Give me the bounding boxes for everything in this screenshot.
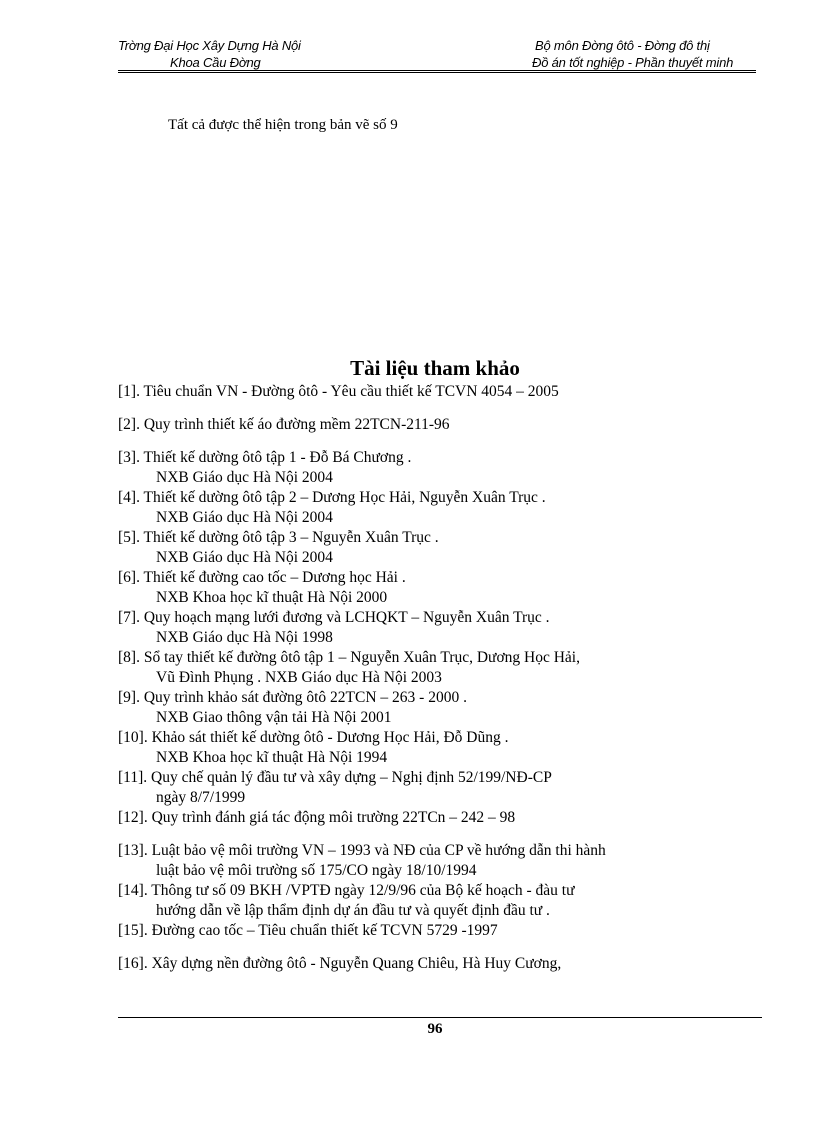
reference-item (118, 808, 758, 828)
header-rule (118, 70, 756, 71)
reference-item (118, 382, 758, 402)
reference-line: [15]. Đường cao tốc – Tiêu chuẩn thiết kế TCVN 5729 -1997 (118, 922, 498, 939)
reference-continuation-line: hướng dẫn về lập thẩm định dự án đầu tư và quyết định đầu tư . (156, 902, 550, 919)
header-university: Trờng Đại Học Xây Dựng Hà Nội (118, 38, 301, 53)
reference-line: [14]. Thông tư số 09 BKH /VPTĐ ngày 12/9/96 của Bộ kế hoạch - đàu tư (118, 882, 575, 899)
reference-item (118, 528, 758, 568)
reference-item (118, 648, 758, 688)
reference-continuation-line: luật bảo vệ môi trường số 175/CO ngày 18/10/1994 (156, 862, 477, 879)
reference-continuation-line: NXB Giáo dục Hà Nội 2004 (156, 469, 333, 486)
reference-item (118, 688, 758, 728)
reference-item (118, 415, 758, 435)
header-department: Bộ môn Đờng ôtô - Đờng đô thị (535, 38, 710, 53)
reference-line: [6]. Thiết kế đường cao tốc – Dương học Hải . (118, 569, 406, 586)
header-faculty: Khoa Cầu Đờng (170, 55, 261, 70)
reference-line: [13]. Luật bảo vệ môi trường VN – 1993 và NĐ của CP về hướng dẫn thi hành (118, 842, 606, 859)
reference-item (118, 841, 758, 881)
reference-continuation-line: NXB Giao thông vận tải Hà Nội 2001 (156, 709, 392, 726)
reference-item (118, 881, 758, 921)
reference-continuation-line: NXB Giáo dục Hà Nội 2004 (156, 549, 333, 566)
reference-line: [10]. Khảo sát thiết kế dường ôtô - Dương Học Hải, Đỗ Dũng . (118, 729, 509, 746)
reference-item (118, 448, 758, 488)
reference-line: [5]. Thiết kế dường ôtô tập 3 – Nguyễn Xuân Trục . (118, 529, 439, 546)
reference-item (118, 608, 758, 648)
reference-item (118, 954, 758, 974)
reference-line: [16]. Xây dựng nền đường ôtô - Nguyễn Quang Chiêu, Hà Huy Cương, (118, 955, 562, 972)
reference-line: [11]. Quy chế quản lý đầu tư và xây dựng – Nghị định 52/199/NĐ-CP (118, 769, 552, 786)
reference-line: [1]. Tiêu chuẩn VN - Đường ôtô - Yêu cầu thiết kế TCVN 4054 – 2005 (118, 383, 559, 400)
reference-line: [7]. Quy hoạch mạng lưới đương và LCHQKT – Nguyễn Xuân Trục . (118, 609, 550, 626)
reference-continuation-line: NXB Giáo dục Hà Nội 2004 (156, 509, 333, 526)
header-document-type: Đồ án tốt nghiệp - Phần thuyết minh (532, 55, 734, 70)
reference-continuation-line: NXB Khoa học kĩ thuật Hà Nội 1994 (156, 749, 388, 766)
reference-item (118, 768, 758, 808)
reference-item (118, 568, 758, 608)
footer-rule (118, 1017, 762, 1018)
reference-item (118, 921, 758, 941)
reference-continuation-line: NXB Khoa học kĩ thuật Hà Nội 2000 (156, 589, 388, 606)
reference-item (118, 728, 758, 768)
reference-line: [3]. Thiết kế dường ôtô tập 1 - Đỗ Bá Chương . (118, 449, 412, 466)
reference-item (118, 488, 758, 528)
intro-text: Tất cả được thể hiện trong bản vẽ số 9 (168, 117, 398, 133)
reference-continuation-line: ngày 8/7/1999 (156, 789, 246, 806)
reference-continuation-line: NXB Giáo dục Hà Nội 1998 (156, 629, 333, 646)
page-number: 96 (427, 1021, 443, 1037)
references-list (118, 382, 758, 974)
reference-line: [12]. Quy trình đánh giá tác động môi trường 22TCn – 242 – 98 (118, 809, 516, 826)
reference-line: [2]. Quy trình thiết kế áo đường mềm 22TCN-211-96 (118, 416, 450, 433)
reference-line: [9]. Quy trình khảo sát đường ôtô 22TCN – 263 - 2000 . (118, 689, 467, 706)
references-title: Tài liệu tham khảo (350, 356, 520, 380)
reference-line: [8]. Sổ tay thiết kế đường ôtô tập 1 – Nguyễn Xuân Trục, Dương Học Hải, (118, 649, 580, 666)
header-rule-secondary (118, 72, 756, 73)
reference-line: [4]. Thiết kế dường ôtô tập 2 – Dương Học Hải, Nguyễn Xuân Trục . (118, 489, 546, 506)
reference-continuation-line: Vũ Đình Phụng . NXB Giáo dục Hà Nội 2003 (156, 669, 442, 686)
